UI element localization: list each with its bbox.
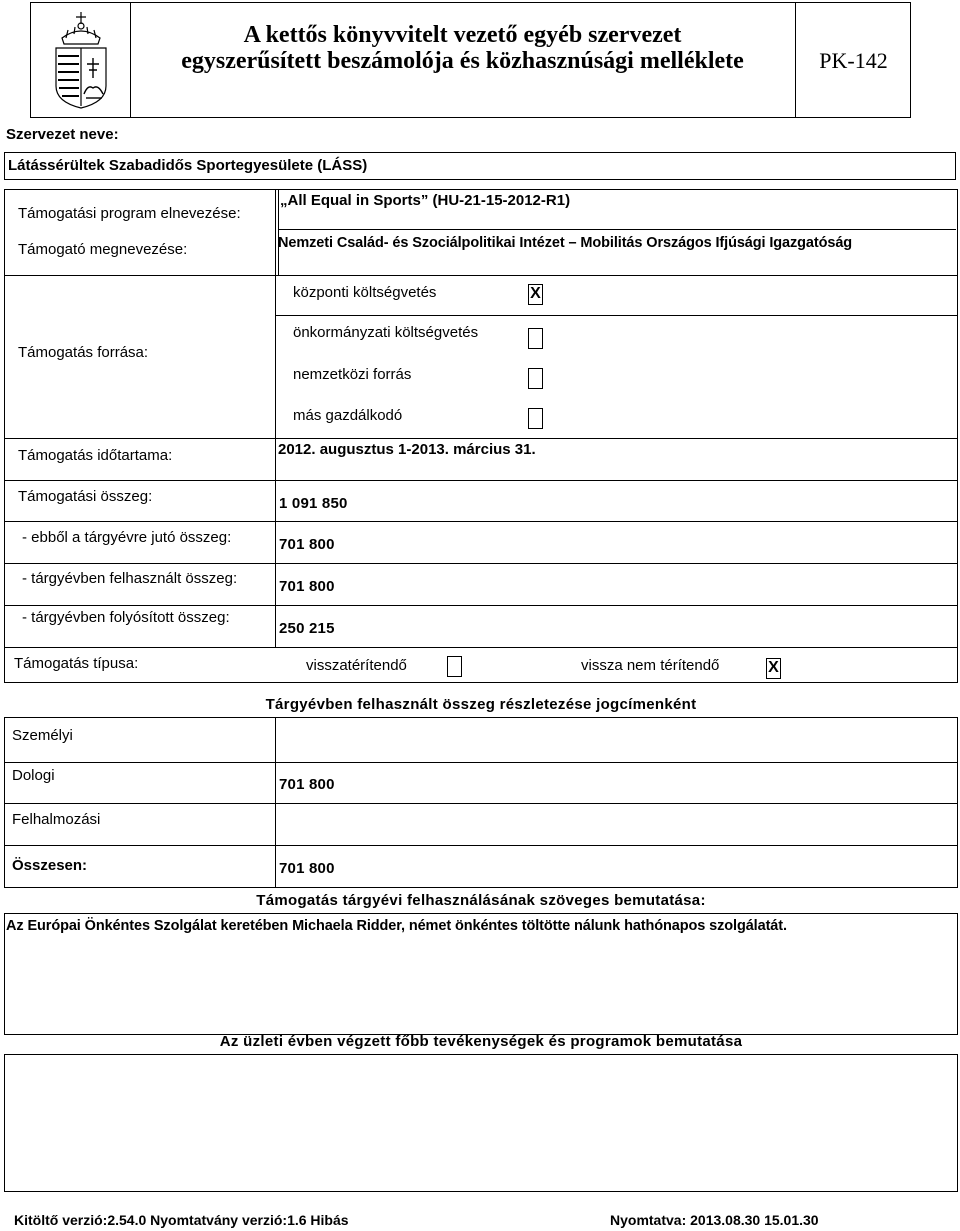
- breakdown-row-label: Személyi: [12, 727, 73, 744]
- row-line: [4, 480, 958, 481]
- breakdown-heading: Tárgyévben felhasznált összeg részletezése jogcímenként: [265, 696, 697, 713]
- form-title: [131, 22, 794, 74]
- program-value: „All Equal in Sports” (HU-21-15-2012-R1): [280, 192, 571, 209]
- activities-text-box: [4, 1054, 958, 1192]
- row-line: [4, 605, 958, 606]
- row-line: [4, 845, 958, 846]
- row-line: [4, 762, 958, 763]
- source-option-label: önkormányzati költségvetés: [293, 324, 479, 341]
- used-value: 701 800: [279, 578, 335, 595]
- row-line: [4, 275, 958, 276]
- year-share-label: - ebből a tárgyévre jutó összeg:: [22, 529, 232, 546]
- paid-label: - tárgyévben folyósított összeg:: [22, 609, 230, 626]
- usage-heading: Támogatás tárgyévi felhasználásának szöveges bemutatása:: [256, 892, 706, 909]
- source-option-label: más gazdálkodó: [293, 407, 403, 424]
- source-option-label: nemzetközi forrás: [293, 366, 412, 383]
- footer-printed: Nyomtatva: 2013.08.30 15.01.30: [610, 1212, 819, 1228]
- amount-value: 1 091 850: [279, 495, 348, 512]
- duration-label: Támogatás időtartama:: [18, 447, 173, 464]
- source-label: Támogatás forrása:: [18, 344, 149, 361]
- grantor-label: Támogató megnevezése:: [18, 241, 188, 258]
- grantor-value: Nemzeti Család- és Szociálpolitikai Intézet – Mobilitás Országos Ifjúsági Igazgatóság: [278, 235, 853, 251]
- type-nonrefundable-checkbox[interactable]: X: [766, 658, 781, 679]
- row-line: [275, 315, 958, 316]
- row-line: [4, 563, 958, 564]
- row-line: [4, 647, 958, 648]
- type-refundable-label: visszatérítendő: [306, 657, 407, 674]
- form-title-line2: egyszerűsített beszámolója és közhasznúsági melléklete: [181, 48, 744, 74]
- source-option-label: központi költségvetés: [293, 284, 437, 301]
- footer-version: Kitöltő verzió:2.54.0 Nyomtatvány verzió:1.6 Hibás: [14, 1212, 349, 1228]
- grant-table-col-divider: [275, 189, 276, 648]
- type-nonrefundable-label: vissza nem térítendő: [581, 657, 720, 674]
- row-line: [4, 438, 958, 439]
- breakdown-row-label: Dologi: [12, 767, 55, 784]
- breakdown-total-value: 701 800: [279, 860, 335, 877]
- org-name-value: Látássérültek Szabadidős Sportegyesülete (LÁSS): [8, 157, 368, 174]
- type-refundable-checkbox[interactable]: [447, 656, 462, 677]
- program-label: Támogatási program elnevezése:: [18, 205, 241, 222]
- breakdown-row-value: 701 800: [279, 776, 335, 793]
- used-label: - tárgyévben felhasznált összeg:: [22, 570, 238, 587]
- source-checkbox[interactable]: [528, 408, 543, 429]
- breakdown-row-label: Felhalmozási: [12, 811, 101, 828]
- org-name-label: Szervezet neve:: [6, 126, 119, 143]
- source-checkbox[interactable]: X: [528, 284, 543, 305]
- hungarian-coat-of-arms-icon: [50, 6, 112, 110]
- activities-heading: Az üzleti évben végzett főbb tevékenységek és programok bemutatása: [219, 1033, 743, 1050]
- form-code: PK-142: [819, 48, 888, 73]
- row-line: [278, 229, 956, 230]
- duration-value: 2012. augusztus 1-2013. március 31.: [278, 441, 536, 458]
- breakdown-total-label: Összesen:: [12, 857, 88, 874]
- year-share-value: 701 800: [279, 536, 335, 553]
- row-line: [4, 521, 958, 522]
- form-title-line1: A kettős könyvvitelt vezető egyéb szervezet: [243, 22, 682, 48]
- row-line: [4, 803, 958, 804]
- usage-text: Az Európai Önkéntes Szolgálat keretében Michaela Ridder, német önkéntes töltötte nálunk hathónapos szolgálatát.: [6, 918, 787, 934]
- amount-label: Támogatási összeg:: [18, 488, 153, 505]
- source-checkbox[interactable]: [528, 368, 543, 389]
- paid-value: 250 215: [279, 620, 335, 637]
- source-checkbox[interactable]: [528, 328, 543, 349]
- type-label: Támogatás típusa:: [14, 655, 139, 672]
- grant-table-col-divider-inner: [278, 189, 279, 275]
